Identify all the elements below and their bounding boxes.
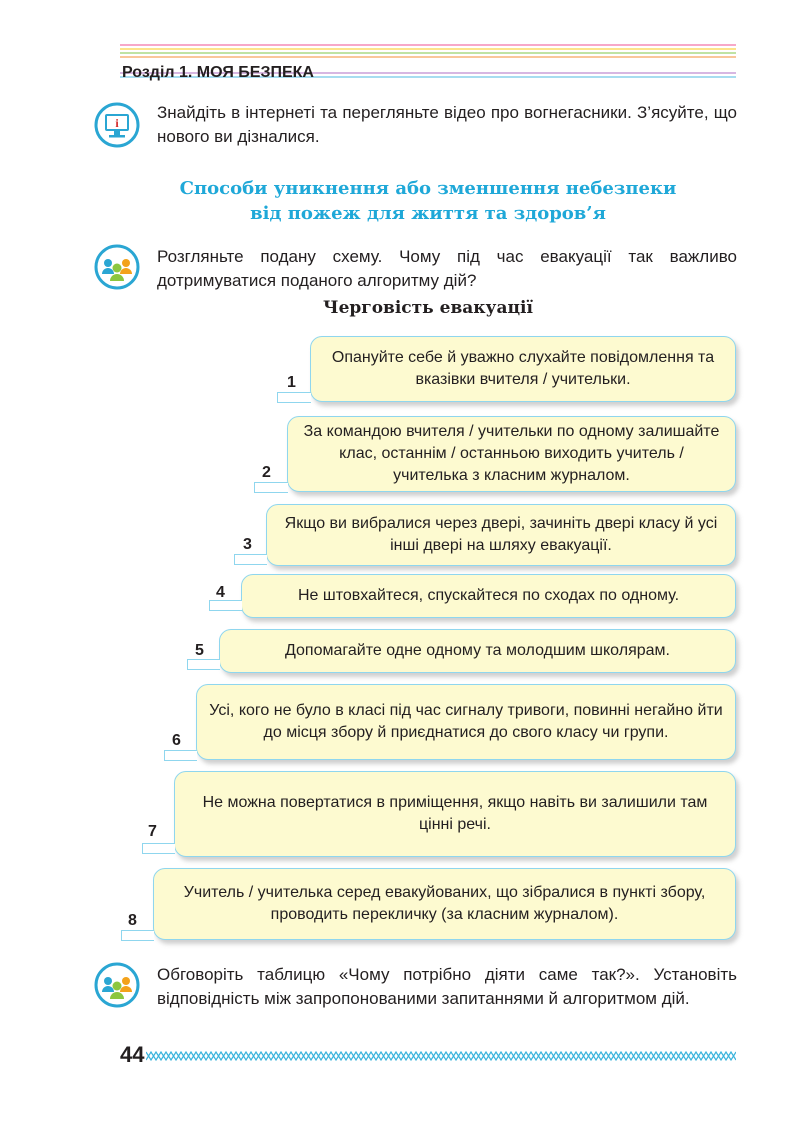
evacuation-step-1	[310, 336, 736, 402]
step-1-tab	[277, 392, 311, 403]
step-5-number: 5	[195, 642, 204, 659]
step-4-text: Не штовхайтеся, спускайтеся по сходах по одному.	[297, 587, 680, 604]
step-5-tab	[187, 659, 220, 670]
step-6-tab	[164, 750, 197, 761]
scheme-title: Черговість евакуації	[323, 298, 533, 318]
step-3-text: Якщо ви вибралися через двері, зачиніть двері класу й усі інші двері на шляху евакуації.	[284, 515, 718, 554]
evacuation-step-3	[266, 504, 736, 566]
step-1-text: Опануйте себе й уважно слухайте повідомлення та вказівки вчителя / учительки.	[331, 349, 715, 388]
step-6-text: Усі, кого не було в класі під час сигналу тривоги, повинні негайно йти до місця збору й приєднатися до свого класу чи групи.	[209, 702, 723, 741]
footer-zigzag-divider	[146, 1050, 736, 1062]
svg-text:i: i	[115, 116, 119, 130]
evacuation-step-8	[153, 868, 736, 940]
group-discussion-icon	[94, 244, 140, 290]
section-heading-line1: Способи уникнення або зменшення небезпеки	[179, 178, 677, 199]
discussion-1-text: Розгляньте подану схему. Чому під час евакуації так важливо дотримуватися поданого алгоритму дій?	[157, 247, 737, 290]
step-8-tab	[121, 930, 154, 941]
section-heading-line2: від пожеж для життя та здоров’я	[250, 203, 606, 224]
step-7-text: Не можна повертатися в приміщення, якщо навіть ви залишили там цінні речі.	[202, 794, 708, 833]
evacuation-step-4	[241, 574, 736, 618]
step-2-text: За командою вчителя / учительки по одному залишайте клас, останнім / останньою виходить учитель / учителька з класним журналом.	[303, 423, 720, 484]
step-7-tab	[142, 843, 175, 854]
step-1-number: 1	[287, 374, 296, 391]
step-8-text: Учитель / учителька серед евакуйованих, що зібралися в пункті збору, проводить перекличку (за класним журналом).	[183, 884, 706, 923]
step-2-tab	[254, 482, 288, 493]
computer-info-icon	[94, 102, 140, 148]
step-8-number: 8	[128, 912, 137, 929]
step-3-number: 3	[243, 536, 252, 553]
evacuation-step-6	[196, 684, 736, 760]
group-discussion-icon	[94, 962, 140, 1008]
step-4-tab	[209, 600, 242, 611]
step-6-number: 6	[172, 732, 181, 749]
step-5-text: Допомагайте одне одному та молодшим школярам.	[285, 642, 670, 659]
evacuation-step-7	[174, 771, 736, 857]
discussion-2-text: Обговоріть таблицю «Чому потрібно діяти саме так?». Установіть відповідність між запропонованими запитаннями й алгоритмом дій.	[157, 965, 737, 1008]
step-2-number: 2	[262, 464, 271, 481]
page-number: 44	[120, 1042, 145, 1067]
evacuation-step-5	[219, 629, 736, 673]
step-7-number: 7	[148, 823, 157, 840]
intro-text: Знайдіть в інтернеті та перегляньте відео про вогнегасники. З’ясуйте, що нового ви дізналися.	[157, 103, 737, 146]
step-3-tab	[234, 554, 267, 565]
section-header: Розділ 1. МОЯ БЕЗПЕКА	[122, 64, 314, 81]
step-4-number: 4	[216, 584, 225, 601]
evacuation-step-2	[287, 416, 736, 492]
